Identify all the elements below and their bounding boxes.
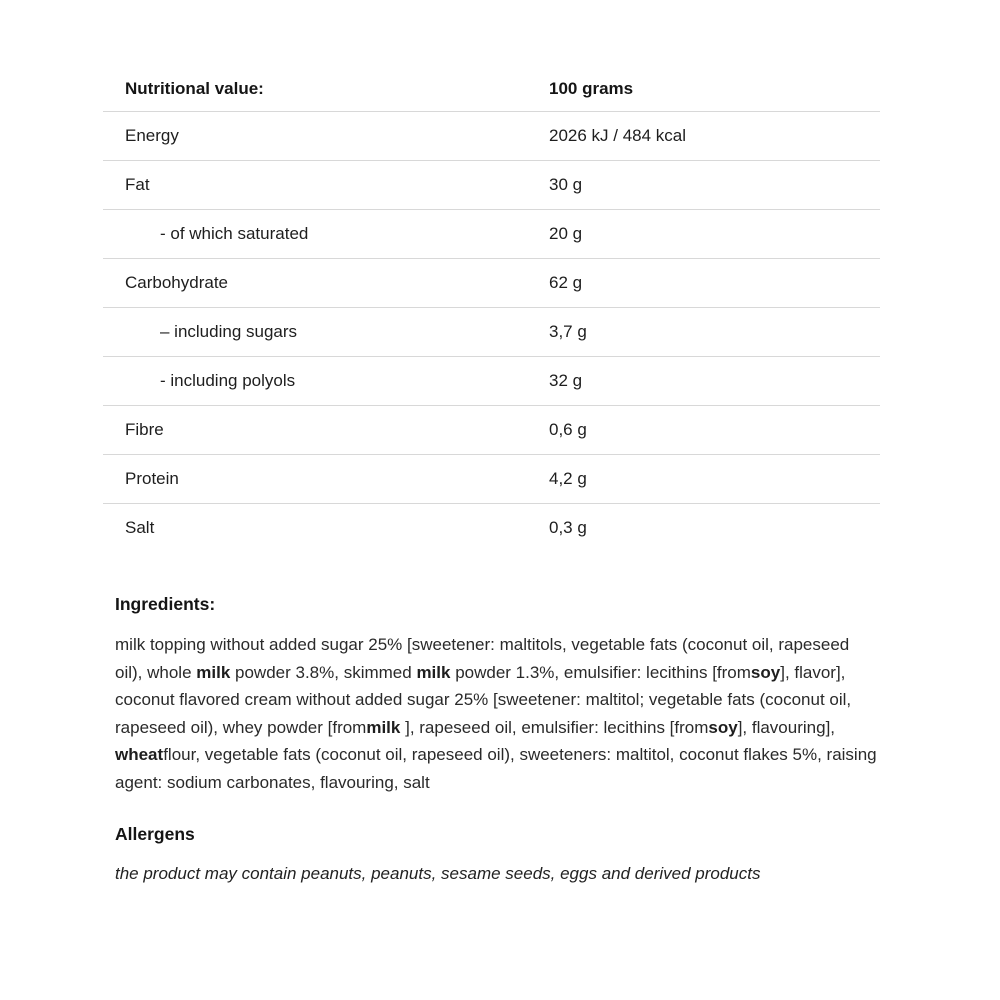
allergens-text: the product may contain peanuts, peanuts, sesame seeds, eggs and derived products — [115, 864, 761, 883]
ingredient-allergen-bold: milk — [366, 717, 401, 737]
ingredients-heading: Ingredients: — [115, 594, 216, 614]
table-header-row — [103, 68, 880, 112]
nutrient-value: 20 g — [549, 224, 583, 243]
nutrient-label: – including sugars — [160, 322, 298, 341]
nutrient-value: 4,2 g — [549, 469, 587, 488]
nutrient-label: Fat — [125, 175, 150, 194]
nutrient-label: Carbohydrate — [125, 273, 229, 292]
nutrient-value: 62 g — [549, 273, 583, 292]
allergens-heading: Allergens — [115, 824, 195, 844]
nutrient-label: - including polyols — [160, 371, 296, 390]
nutrient-value: 30 g — [549, 175, 583, 194]
table-row — [103, 504, 880, 552]
table-row — [103, 259, 880, 308]
nutrient-label: Salt — [125, 518, 155, 537]
ingredient-allergen-bold: soy — [750, 662, 781, 682]
nutrient-value: 0,3 g — [549, 518, 587, 537]
ingredient-allergen-bold: milk — [196, 662, 231, 682]
nutrient-label: Fibre — [125, 420, 164, 439]
ingredient-text-segment: ], rapeseed oil, emulsifier: lecithins [from — [400, 717, 709, 737]
nutrient-value: 2026 kJ / 484 kcal — [549, 126, 687, 145]
nutrient-value: 3,7 g — [549, 322, 587, 341]
table-row — [103, 112, 880, 161]
nutrition-table — [103, 68, 880, 552]
ingredient-text-segment: powder 1.3%, emulsifier: lecithins [from — [450, 662, 751, 682]
ingredient-text-segment: ], flavouring], — [737, 717, 836, 737]
nutrient-value: 0,6 g — [549, 420, 587, 439]
nutrient-value: 32 g — [549, 371, 583, 390]
table-body — [103, 112, 880, 552]
ingredient-text-segment: powder 3.8%, skimmed — [230, 662, 417, 682]
table-row — [103, 357, 880, 406]
nutrient-label: Protein — [125, 469, 179, 488]
ingredient-text-segment: ], flavor], coconut flavored cream without added sugar 25% [sweetener: maltitol; vegetable fats (coconut oil, rapeseed oil), whey powder [from — [115, 662, 852, 737]
table-row — [103, 308, 880, 357]
ingredient-text-segment: flour, vegetable fats (coconut oil, rapeseed oil), sweeteners: maltitol, coconut flakes 5%, raising agent: sodium carbonates, flavouring, salt — [115, 745, 877, 792]
table-row — [103, 210, 880, 259]
ingredients-paragraph — [115, 631, 880, 796]
nutrient-label: - of which saturated — [160, 224, 309, 243]
table-header-label: Nutritional value: — [125, 79, 264, 98]
table-header-value: 100 grams — [549, 79, 634, 98]
ingredient-text-segment: milk topping without added sugar 25% [sweetener: maltitols, vegetable fats (coconut oil, rapeseed oil), whole — [115, 635, 850, 682]
table-row — [103, 161, 880, 210]
ingredient-allergen-bold: wheat — [115, 745, 164, 764]
table-row — [103, 406, 880, 455]
nutrient-label: Energy — [125, 126, 179, 145]
ingredient-allergen-bold: soy — [708, 717, 738, 737]
content-column — [115, 0, 880, 888]
table-row — [103, 455, 880, 504]
ingredient-allergen-bold: milk — [416, 662, 451, 682]
